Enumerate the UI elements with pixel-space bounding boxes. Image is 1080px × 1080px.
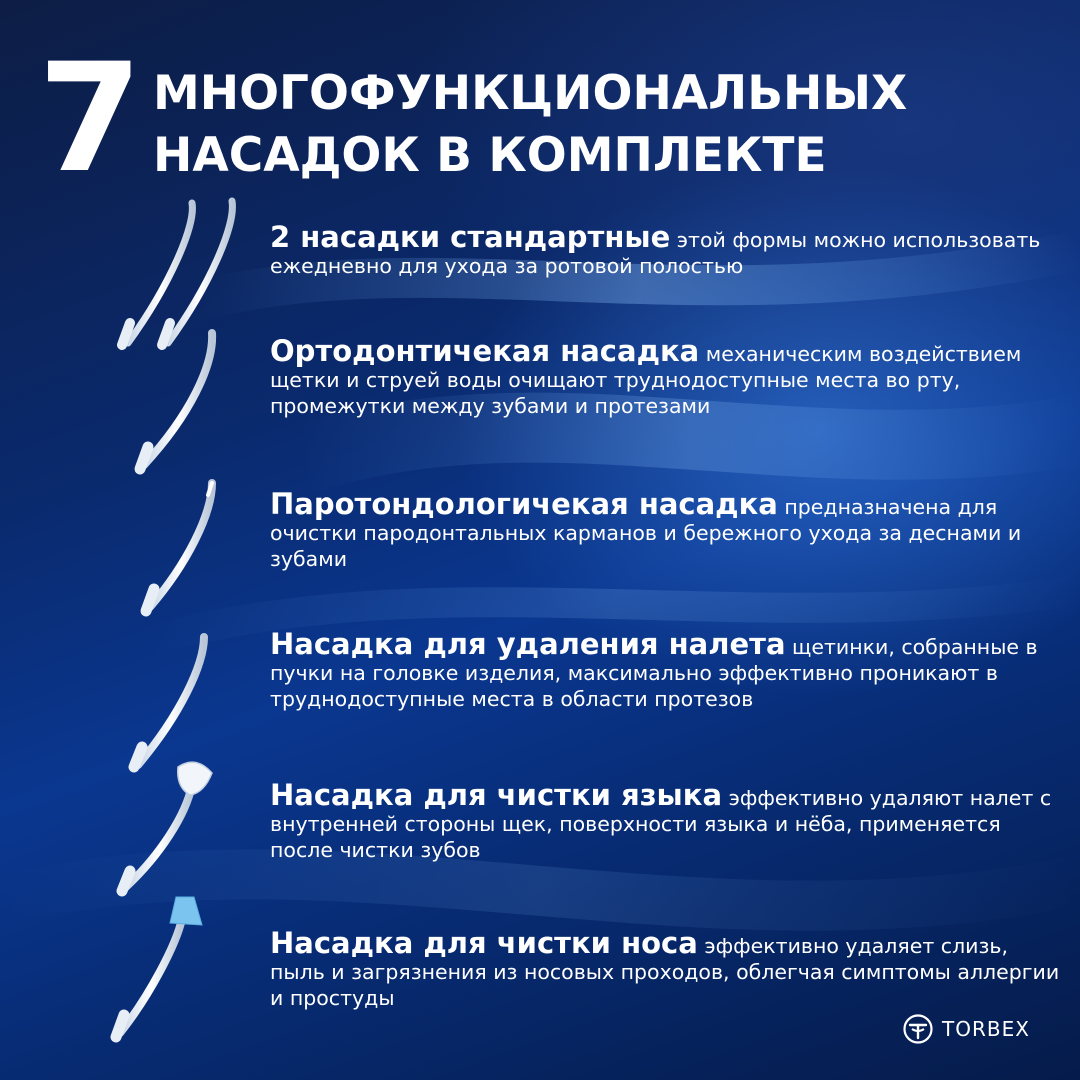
item-title: 2 насадки стандартные	[270, 220, 671, 254]
brand-logo	[902, 1012, 1030, 1046]
item-description: механическим воздействием щетки и струей воды очищают труднодоступные места во рту, промежутки между зубами и протезами	[270, 342, 1022, 418]
periodontal-tip-icon	[146, 483, 212, 611]
headline-line-2: НАСАДОК В КОМПЛЕКТЕ	[153, 128, 827, 183]
item-tongue-tip	[270, 780, 1060, 863]
tongue-tip-icon	[122, 762, 212, 891]
headline-line-1: МНОГОФУНКЦИОНАЛЬНЫХ	[153, 66, 908, 121]
item-title: Насадка для чистки языка	[270, 778, 723, 812]
torbex-logo-icon	[902, 1013, 934, 1045]
item-description: эффективно удаляет слизь, пыль и загрязнения из носовых проходов, облегчая симптомы аллергии и простуды	[270, 934, 1060, 1010]
item-description: предназначена для очистки пародонтальных карманов и бережного ухода за деснами и зубами	[270, 495, 1022, 571]
item-standard-tips	[270, 222, 1060, 279]
item-description: этой формы можно использовать ежедневно для ухода за ротовой полостью	[270, 228, 1041, 278]
item-title: Ортодонтичекая насадка	[270, 334, 700, 368]
item-periodontal-tip	[270, 489, 1060, 572]
brand-name: TORBEX	[942, 1017, 1030, 1041]
item-title: Насадка для чистки носа	[270, 926, 698, 960]
item-title: Паротондологичекая насадка	[270, 487, 778, 521]
item-orthodontic-tip	[270, 336, 1060, 419]
item-plaque-tip	[270, 629, 1060, 712]
standard-tips-icon	[122, 201, 232, 345]
item-description: эффективно удаляют налет с внутренней стороны щек, поверхности языка и нёба, применяется после чистки зубов	[270, 786, 1052, 862]
plaque-tip-icon	[134, 637, 204, 767]
headline	[38, 32, 1058, 206]
item-nasal-tip	[270, 928, 1060, 1011]
tips-illustration-column	[100, 195, 260, 1055]
item-title: Насадка для удаления налета	[270, 627, 786, 661]
orthodontic-tip-icon	[140, 333, 212, 469]
nasal-tip-icon	[116, 897, 202, 1037]
item-description: щетинки, собранные в пучки на головке изделия, максимально эффективно проникают в труднодоступные места в области протезов	[270, 635, 1038, 711]
headline-number: 7	[38, 32, 141, 206]
